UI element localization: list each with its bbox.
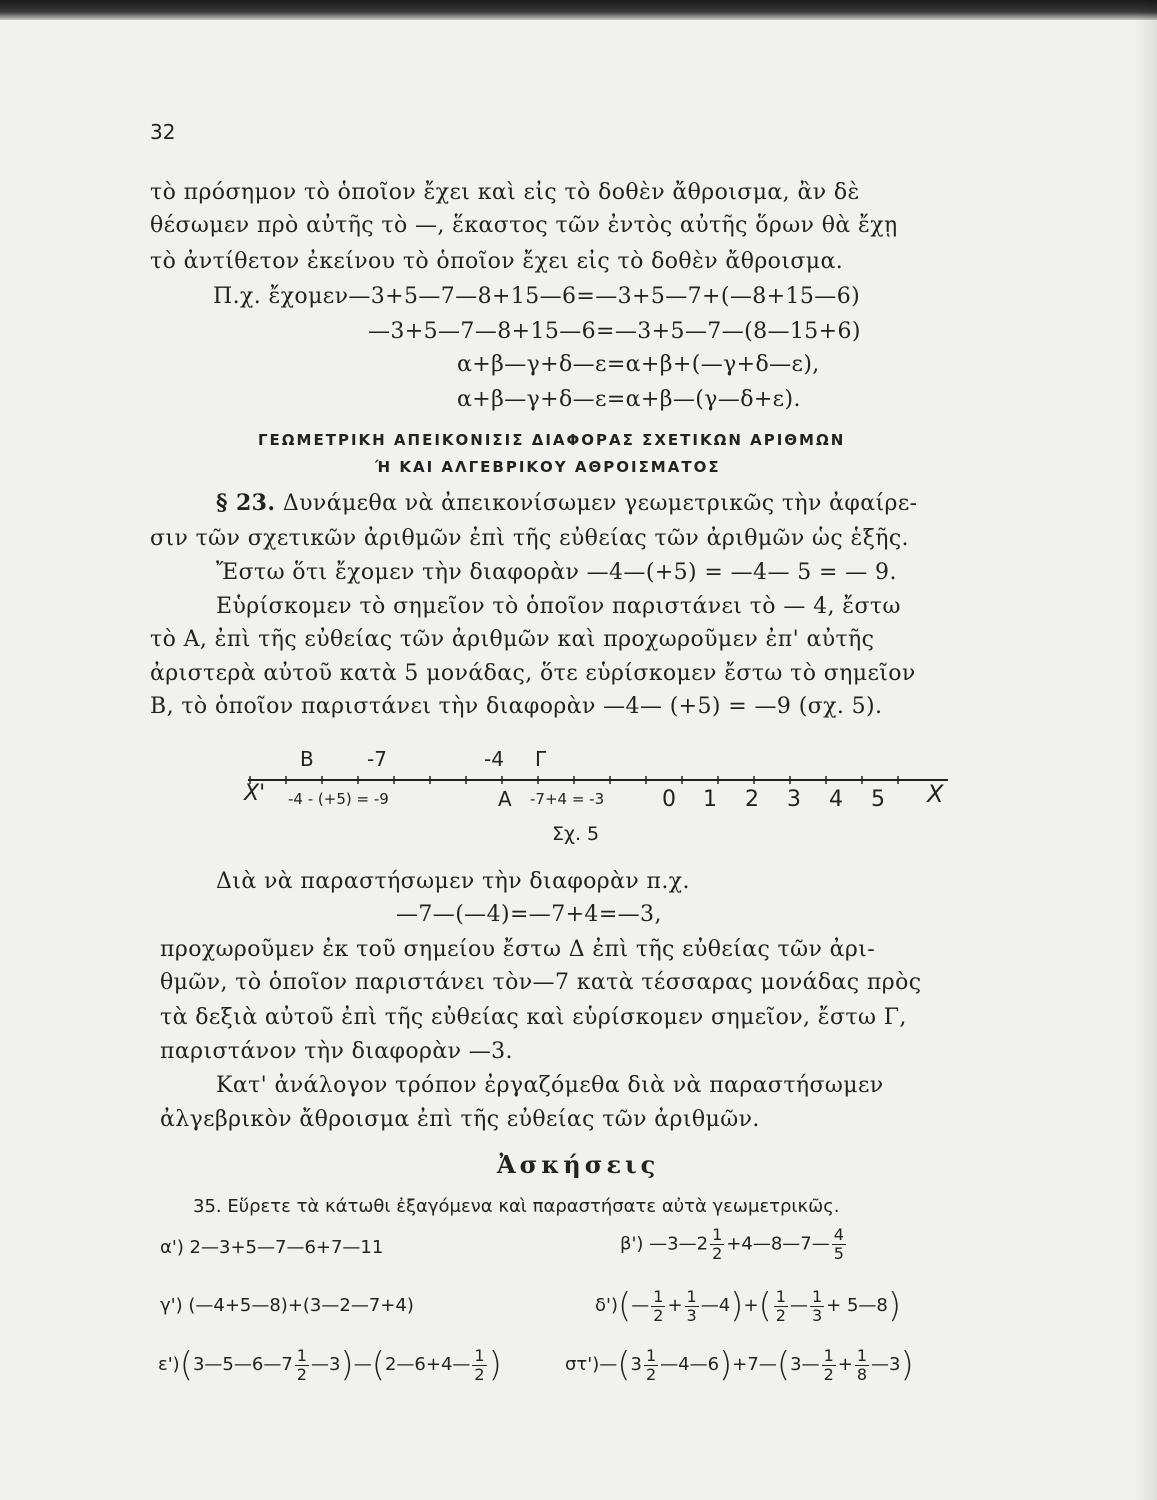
denominator: 3 [686, 1305, 697, 1325]
section-23-line-2: σιν τῶν σχετικῶν ἀριθμῶν ἐπὶ τῆς εὐθείας τῶν ἀριθμῶν ὡς ἑξῆς. [150, 526, 909, 551]
after-line-2: —7—(—4)=—7+4=—3, [396, 902, 662, 927]
open-paren: ( [371, 1345, 385, 1385]
figure-caption: Σχ. 5 [552, 823, 600, 845]
denominator: 2 [823, 1364, 834, 1384]
exercise-b-label: β') —3—2 [620, 1233, 709, 1255]
number-5: 5 [871, 787, 885, 812]
example-line-2: —3+5—7—8+15—6=—3+5—7—(8—15+6) [368, 319, 861, 344]
exercise-e [158, 1345, 502, 1385]
fraction [774, 1288, 788, 1325]
section-23-line-6: ἀριστερὰ αὐτοῦ κατὰ 5 μονάδας, ὅτε εὑρίσκομεν ἔστω τὸ σημεῖον [150, 661, 916, 686]
number-0: 0 [662, 787, 676, 812]
close-paren: ) [900, 1345, 914, 1385]
intro-line-1: τὸ πρόσημον τὸ ὁποῖον ἔχει καὶ εἰς τὸ δοθὲν ἄθροισμα, ἂν δὲ [150, 180, 860, 205]
numerator: 4 [833, 1225, 844, 1244]
open-paren: ( [179, 1345, 193, 1385]
term: 3—5—6—7 [192, 1354, 293, 1375]
denominator: 2 [474, 1364, 485, 1384]
example-line-4: α+β—γ+δ—ε=α+β—(γ—δ+ε). [457, 387, 801, 412]
term: — [789, 1295, 808, 1316]
numerator: 1 [474, 1345, 485, 1365]
numerator: 1 [653, 1286, 664, 1306]
numerator: 1 [686, 1286, 697, 1306]
term: —4 [700, 1295, 731, 1316]
exercise-c: γ') (—4+5—8)+(3—2—7+4) [160, 1295, 414, 1316]
fraction [295, 1347, 309, 1384]
number-4: 4 [829, 787, 843, 812]
page-number: 32 [150, 120, 176, 144]
after-line-5: τὰ δεξιὰ αὐτοῦ ἐπὶ τῆς εὐθείας καὶ εὑρίσκομεν σημεῖον, ἔστω Γ, [160, 1005, 907, 1030]
denominator: 2 [775, 1305, 786, 1325]
section-23-line-5: τὸ Α, ἐπὶ τῆς εὐθείας τῶν ἀριθμῶν καὶ προχωροῦμεν ἐπ' αὐτῆς [150, 627, 875, 652]
section-23-line-1 [216, 490, 917, 516]
section-number: § 23. [216, 490, 276, 516]
after-line-7: Κατ' ἀνάλογον τρόπον ἐργαζόμεθα διὰ νὰ παραστήσωμεν [216, 1073, 884, 1098]
numerator: 1 [823, 1345, 834, 1365]
denominator: 2 [712, 1244, 723, 1263]
fraction [710, 1226, 724, 1263]
fraction [810, 1288, 824, 1325]
label-minus-4: -4 [484, 747, 504, 771]
term: + 5—8 [826, 1295, 888, 1316]
open-paren: ( [758, 1286, 772, 1326]
label-b: Β [300, 747, 314, 771]
open-paren: ( [617, 1286, 632, 1326]
term: + [837, 1354, 853, 1375]
fraction [472, 1347, 486, 1384]
fraction [822, 1347, 836, 1384]
numerator: 1 [811, 1286, 823, 1306]
term: —3 [871, 1354, 901, 1375]
denominator: 2 [645, 1364, 657, 1384]
number-3: 3 [787, 787, 801, 812]
scan-right-shadow [1135, 0, 1157, 1500]
close-paren: ) [719, 1345, 733, 1385]
after-line-8: ἀλγεβρικὸν ἄθροισμα ἐπὶ τῆς εὐθείας τῶν ἀριθμῶν. [160, 1107, 760, 1132]
exercise-d-label: δ') [595, 1295, 618, 1316]
right-end-label: X [927, 780, 944, 808]
example-line-1: Π.χ. ἔχομεν—3+5—7—8+15—6=—3+5—7+(—8+15—6) [213, 284, 861, 309]
numerator: 1 [775, 1286, 786, 1306]
close-paren: ) [730, 1286, 744, 1326]
intro-line-2: θέσωμεν πρὸ αὐτῆς τὸ —, ἕκαστος τῶν ἐντὸς αὐτῆς ὅρων θὰ ἔχῃ [150, 213, 898, 238]
left-end-label: X' [244, 781, 266, 806]
point-a-label: Α [498, 787, 512, 811]
exercises-title: Ἀσκήσεις [497, 1150, 660, 1179]
difference-equation-2: -7+4 = -3 [530, 790, 605, 808]
close-paren: ) [488, 1345, 502, 1385]
term: 2—6+4— [384, 1354, 471, 1375]
numerator: 1 [856, 1345, 868, 1365]
term: 3 [630, 1354, 642, 1375]
term: 3— [790, 1354, 820, 1375]
denominator: 8 [856, 1364, 868, 1384]
fraction [644, 1347, 658, 1384]
close-paren: ) [887, 1286, 902, 1326]
exercise-f [565, 1345, 914, 1385]
exercise-35-instruction: 35. Εὕρετε τὰ κάτωθι ἐξαγόμενα καὶ παραστήσατε αὐτὰ γεωμετρικῶς. [193, 1196, 840, 1217]
open-paren: ( [776, 1345, 791, 1385]
denominator: 2 [653, 1305, 664, 1325]
after-line-4: θμῶν, τὸ ὁποῖον παριστάνει τὸν—7 κατὰ τέσσαρας μονάδας πρὸς [160, 970, 922, 995]
label-minus-7: -7 [367, 747, 387, 771]
after-line-6: παριστάνον τὴν διαφορὰν —3. [160, 1039, 513, 1064]
numerator: 1 [712, 1225, 723, 1244]
after-line-1: Διὰ νὰ παραστήσωμεν τὴν διαφορὰν π.χ. [216, 869, 690, 894]
exercise-e-label: ε') [158, 1354, 180, 1375]
label-gamma: Γ [535, 747, 547, 771]
numerator: 1 [645, 1345, 657, 1365]
exercise-d [595, 1286, 901, 1326]
section-heading-line-2: Ή ΚΑΙ ΑΛΓΕΒΡΙΚΟΥ ΑΘΡΟΙΣΜΑΤΟΣ [375, 458, 721, 476]
exercise-b [620, 1226, 848, 1263]
term: —4—6 [660, 1354, 720, 1375]
denominator: 2 [296, 1364, 307, 1384]
section-23-text-1: Δυνάμεθα νὰ ἀπεικονίσωμεν γεωμετρικῶς τὴν ἀφαίρε- [282, 491, 918, 516]
intro-line-3: τὸ ἀντίθετον ἐκείνου τὸ ὁποῖον ἔχει εἰς τὸ δοθὲν ἄθροισμα. [150, 249, 844, 274]
after-line-3: προχωροῦμεν ἐκ τοῦ σημείου ἔστω Δ ἐπὶ τῆς εὐθείας τῶν ἀρι- [160, 937, 876, 962]
exercise-b-middle: +4—8—7— [726, 1233, 830, 1255]
difference-equation-1: -4 - (+5) = -9 [288, 790, 389, 808]
section-23-line-7: Β, τὸ ὁποῖον παριστάνει τὴν διαφορὰν —4— (+5) = —9 (σχ. 5). [150, 694, 883, 719]
example-line-3: α+β—γ+δ—ε=α+β+(—γ+δ—ε), [457, 352, 820, 377]
exercise-a: α') 2—3+5—7—6+7—11 [160, 1237, 384, 1258]
number-2: 2 [745, 787, 759, 812]
close-paren: ) [340, 1345, 354, 1385]
fraction [651, 1288, 665, 1325]
open-paren: ( [617, 1345, 631, 1385]
term: — [631, 1295, 650, 1316]
scan-top-border [0, 0, 1157, 20]
exercise-f-label: στ')— [565, 1354, 618, 1375]
term: + [743, 1295, 759, 1316]
number-line-figure [230, 740, 970, 820]
denominator: 3 [811, 1305, 823, 1325]
denominator: 5 [833, 1244, 844, 1263]
section-heading-line-1: ΓΕΩΜΕΤΡΙΚΗ ΑΠΕΙΚΟΝΙΣΙΣ ΔΙΑΦΟΡΑΣ ΣΧΕΤΙΚΩΝ ΑΡΙΘΜΩΝ [258, 431, 846, 449]
term: — [353, 1354, 372, 1375]
fraction [855, 1347, 869, 1384]
term: —3 [310, 1354, 341, 1375]
numerator: 1 [296, 1345, 307, 1365]
section-23-line-4: Εὑρίσκομεν τὸ σημεῖον τὸ ὁποῖον παριστάνει τὸ — 4, ἔστω [216, 594, 901, 619]
fraction [832, 1226, 846, 1263]
term: + [667, 1295, 683, 1316]
section-23-line-3: Ἔστω ὅτι ἔχομεν τὴν διαφορὰν —4—(+5) = —4— 5 = — 9. [216, 560, 897, 585]
number-1: 1 [703, 787, 717, 812]
fraction [685, 1288, 699, 1325]
term: +7— [732, 1354, 777, 1375]
